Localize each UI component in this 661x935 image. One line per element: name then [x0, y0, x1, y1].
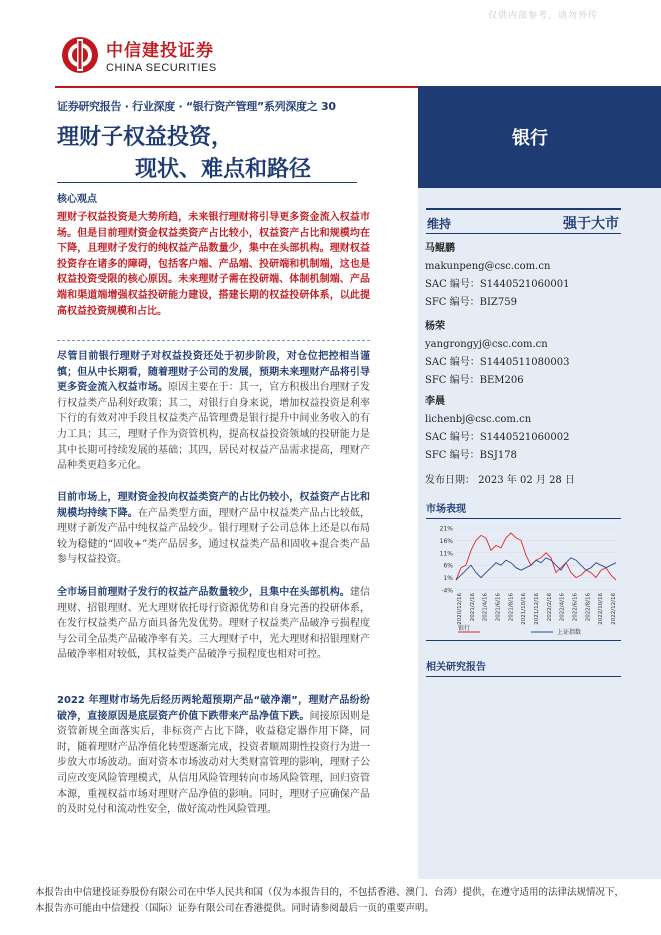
- analyst-sfc: SFC 编号：BEM206: [425, 375, 524, 386]
- paragraph-3-lead: 全市场目前理财子发行的权益产品数量较少，且集中在头部机构。: [57, 587, 350, 598]
- related-reports-heading: 相关研究报告: [426, 658, 621, 677]
- x-tick-label: 2022/2/16: [546, 593, 553, 622]
- x-tick-label: 2022/4/16: [559, 593, 566, 622]
- series-line-index: [456, 558, 616, 580]
- x-tick-label: 2021/2/16: [469, 593, 476, 622]
- y-tick-label: 11%: [439, 550, 453, 558]
- section-divider: [57, 340, 370, 341]
- brand-name-cn: 中信建投证券: [106, 41, 214, 61]
- y-tick-label: -4%: [441, 587, 453, 595]
- rating-label: 维持: [427, 217, 452, 231]
- legend-label: 银行: [458, 625, 471, 632]
- report-title-line2: 现状、难点和路径: [135, 157, 312, 182]
- title-rule: [57, 182, 357, 183]
- paragraph-2: [57, 490, 370, 568]
- publish-date: 发布日期： 2023 年 02 月 28 日: [425, 475, 575, 486]
- chart-bottom-rule: [426, 640, 621, 641]
- y-tick-label: 16%: [439, 537, 453, 545]
- x-tick-label: 2021/12/16: [534, 593, 540, 625]
- sector-label: 银行: [512, 128, 548, 149]
- rating-row: [426, 208, 621, 234]
- header-rule: [55, 86, 418, 88]
- x-tick-label: 2021/6/16: [495, 593, 502, 622]
- analyst-sac: SAC 编号：S1440521060001: [425, 279, 570, 290]
- analyst-name: 李晨: [425, 396, 445, 407]
- paragraph-4: [57, 693, 370, 818]
- core-summary: 理财子权益投资是大势所趋，未来银行理财将引导更多资金流入权益市场。但是目前理财资金权益类资产占比较小，权益资产占比和规模均在下降，且理财子发行的纯权益产品数量少，集中在头部机构。理财权益投资存在诸多的障碍，包括客户端、产品端、投研端和机制端，这也是权益投资受限的核心原因。未来理财子需在投研端、体制机制端、产品端和渠道端增强权益投研能力建设，搭建长期的权益投研体系，以此提高权益投资规模和占比。: [57, 212, 370, 317]
- paragraph-1: [57, 349, 370, 474]
- y-tick-label: 1%: [443, 575, 453, 583]
- brand-name-en: CHINA SECURITIES: [106, 62, 217, 74]
- paragraph-4-body: 间接原因则是资管新规全面落实后，非标资产占比下降，收益稳定器作用下降，同时，随着理财产品净值化转型逐渐完成，投资者顺周期性投资行为进一步放大市场波动。面对资本市场波动对大类财富管理的影响，理财子公司应改变风险管理模式，从信用风险管理转向市场风险管理，回归资管本源，重视权益市场对理财产品净值的影响。同时，理财子应确保产品的及时兑付和流动性安全，做好流动性风险管理。: [57, 710, 371, 816]
- market-performance-chart: [426, 520, 621, 638]
- paragraph-2-body: 在产品类型方面，理财产品中权益类产品占比较低，理财子新发产品中纯权益产品较少。银行理财子公司总体上还是以布局较为稳健的“固收+”类产品居多，通过权益类产品和固收+混合类产品参与权益投资。: [57, 507, 371, 566]
- x-tick-label: 2021/4/16: [482, 593, 489, 622]
- analyst-3: [425, 393, 569, 465]
- csc-logo-icon: [60, 35, 100, 75]
- paragraph-1-body: 原因主要在于：其一，官方积极出台理财子发行权益类产品利好政策；其二，对银行自身来说，增加权益投资是利率下行的有效对冲手段且权益类产品管理费是银行提升中间业务收入的有力工具；其三，理财子作为资管机构，提高权益投资领域的投研能力是其中长期可持续发展的基础；其四，居民对权益产品需求提高，理财产品种类更趋多元化。: [57, 382, 371, 472]
- analyst-2: [425, 318, 569, 390]
- report-series: 证券研究报告 · 行业深度 · “银行资产管理”系列深度之 30: [57, 100, 336, 113]
- x-tick-label: 2020/12/16: [457, 593, 463, 625]
- watermark: 仅供内部参考，请勿外传: [488, 11, 599, 21]
- disclaimer-line-2: 本报告亦可能由中信建投（国际）证券有限公司在香港提供。同时请参阅最后一页的重要声明。: [35, 902, 435, 914]
- disclaimer-line-1: 本报告由中信建投证券股份有限公司在中华人民共和国（仅为本报告目的，不包括香港、澳门、台湾）提供，在遵守适用的法律法规情况下，: [35, 887, 625, 898]
- core-heading: 核心观点: [57, 194, 97, 205]
- analyst-email[interactable]: yangrongyj@csc.com.cn: [425, 339, 548, 350]
- x-tick-label: 2022/10/16: [598, 593, 605, 625]
- paragraph-3-body: 建信理财、招银理财、光大理财依托母行资源优势和自身完善的投研体系，在发行权益类产品方面具备先发优势。理财子权益类产品破净亏损程度与公司全品类产品破净率有关。三大理财子中，光大理财和招银理财产品破净率相对较低，其权益类产品破净亏损程度也相对可控。: [57, 587, 371, 661]
- x-tick-label: 2022/6/16: [572, 593, 579, 622]
- paragraph-3: [57, 585, 370, 663]
- market-performance-heading: 市场表现: [426, 500, 621, 519]
- analyst-name: 杨荣: [425, 321, 445, 332]
- paragraph-4-lead: 2022 年理财市场先后经历两轮超预期产品“破净潮”，理财产品纷纷破净，直接原因是底层资产价值下跌带来产品净值下跌。: [57, 695, 370, 722]
- paragraph-2-lead: 目前市场上，理财资金投向权益类资产的占比仍较小，权益资产占比和规模均持续下降。: [57, 492, 370, 519]
- paragraph-1-lead: 尽管目前银行理财子对权益投资还处于初步阶段，对仓位把控相当谨慎；但从中长期看，随着理财子公司的发展，预期未来理财产品将引导更多资金流入权益市场。: [57, 351, 370, 394]
- x-tick-label: 2022/8/16: [585, 593, 592, 622]
- analyst-email[interactable]: makunpeng@csc.com.cn: [425, 261, 551, 272]
- analyst-sac: SAC 编号：S1440511080003: [425, 357, 570, 368]
- y-tick-label: 6%: [443, 562, 453, 570]
- analyst-name: 马鲲鹏: [425, 243, 455, 254]
- rating-value: 强于大市: [563, 216, 619, 232]
- analyst-sfc: SFC 编号：BSJ178: [425, 450, 517, 461]
- analyst-email[interactable]: lichenbj@csc.com.cn: [425, 414, 532, 425]
- analyst-1: [425, 240, 569, 312]
- legend-label: 上证指数: [557, 629, 582, 636]
- brand-logo: [60, 35, 217, 75]
- analyst-sac: SAC 编号：S1440521060002: [425, 432, 570, 443]
- x-tick-label: 2022/12/16: [611, 593, 617, 625]
- x-tick-label: 2021/8/16: [508, 593, 515, 622]
- report-title-line1: 理财子权益投资，: [57, 125, 234, 150]
- disclaimer-footer: [35, 885, 660, 916]
- y-tick-label: 21%: [439, 525, 453, 533]
- analyst-sfc: SFC 编号：BIZ759: [425, 297, 517, 308]
- x-tick-label: 2021/10/16: [521, 593, 528, 625]
- series-line-bank: [456, 533, 616, 580]
